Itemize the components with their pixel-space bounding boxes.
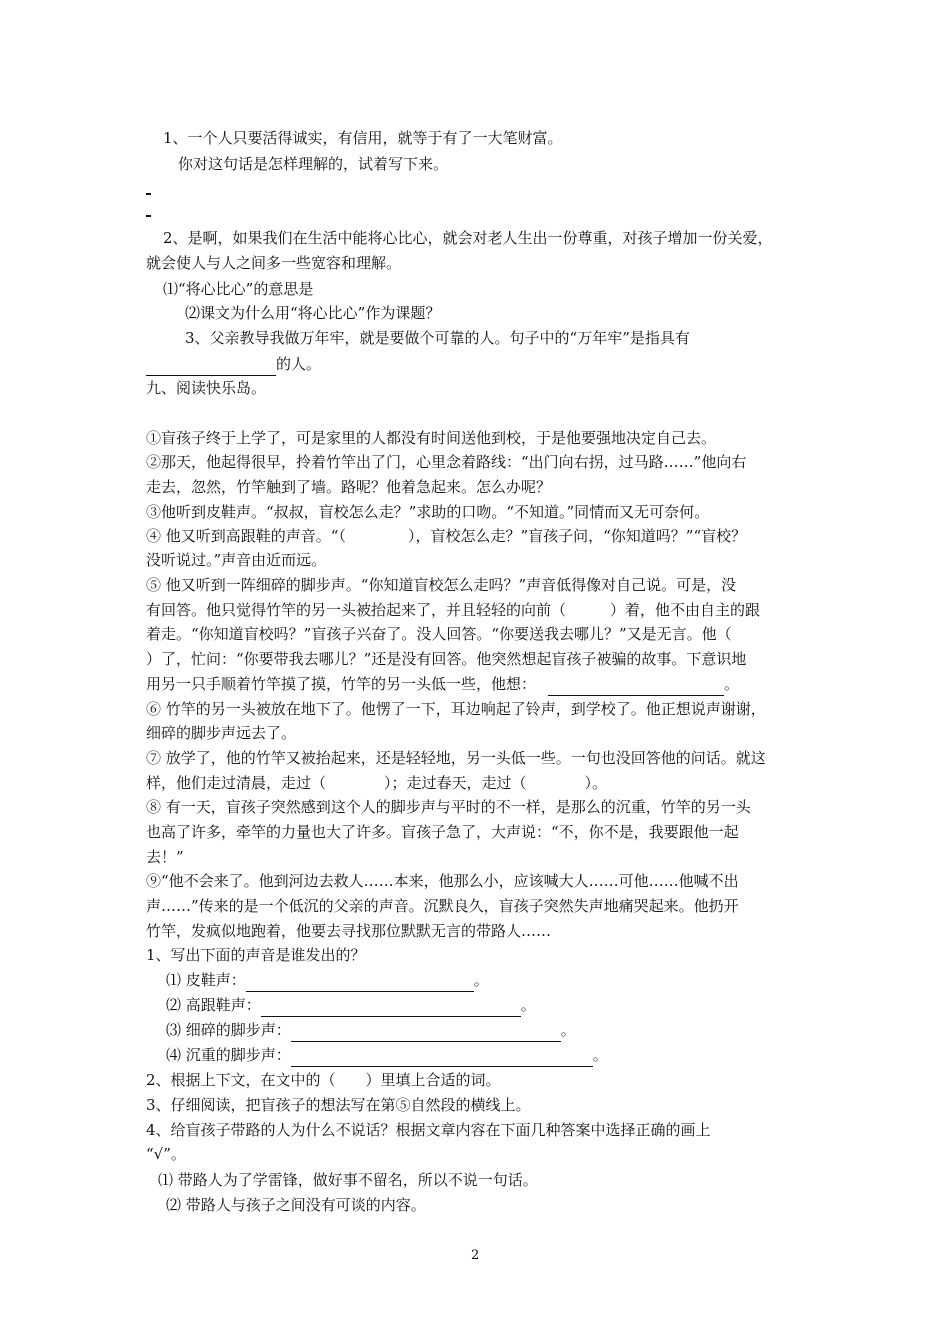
- passage-paragraph-6-line1: ⑥ 竹竿的另一头被放在地下了。他愣了一下，耳边响起了铃声，到学校了。他正想说声谢谢，: [146, 700, 766, 718]
- passage-paragraph-5-line3: 着走。“你知道盲校吗？”盲孩子兴奋了。没人回答。“你要送我去哪儿？”又是无言。他（: [146, 625, 732, 643]
- question-1-item-2: ⑵ 高跟鞋声： 。: [166, 993, 536, 1017]
- passage-paragraph-3: ③他听到皮鞋声。“叔叔，盲校怎么走？”求助的口吻。“不知道。”同情而又无可奈何。: [146, 503, 710, 521]
- q2-sub2: ⑵课文为什么用“将心比心”作为课题？: [185, 304, 441, 322]
- q3-line1: 3、父亲教导我做万年牢，就是要做个可靠的人。句子中的“万年牢”是指具有: [185, 329, 690, 347]
- question-4-option-2: ⑵ 带路人与孩子之间没有可谈的内容。: [166, 1196, 426, 1214]
- answer-line-marker: [146, 215, 151, 217]
- answer-blank[interactable]: [146, 359, 276, 376]
- answer-line-marker: [146, 193, 151, 195]
- p7-part2: ）；走过春天，走过（: [384, 774, 527, 792]
- passage-paragraph-2-line2: 走去，忽然，竹竿触到了墙。路呢？他着急起来。怎么办呢？: [146, 478, 552, 496]
- section-title: 九、阅读快乐岛。: [146, 379, 267, 397]
- q2-sub1: ⑴“将心比心”的意思是: [163, 280, 314, 298]
- page-number: 2: [471, 1248, 480, 1263]
- q2-line1: 2、是啊，如果我们在生活中能将心比心，就会对老人生出一份尊重，对孩子增加一份关爱，: [163, 229, 773, 247]
- passage-paragraph-8-line2: 也高了许多，牵竿的力量也大了许多。盲孩子急了，大声说：“不，你不是，我要跟他一起: [146, 823, 739, 841]
- passage-paragraph-4-line2: 没听说过。”声音由近而远。: [146, 551, 327, 569]
- passage-paragraph-1: ①盲孩子终于上学了，可是家里的人都没有时间送他到校，于是他要强地决定自己去。: [146, 429, 717, 447]
- question-1: 1、写出下面的声音是谁发出的？: [146, 946, 366, 964]
- passage-paragraph-9-line1: ⑨“他不会来了。他到河边去救人……本来，他那么小，应该喊大人……可他……他喊不出: [146, 872, 739, 890]
- answer-blank[interactable]: [261, 1000, 521, 1017]
- answer-blank[interactable]: [291, 1025, 561, 1042]
- passage-paragraph-4-line1: [146, 524, 746, 548]
- passage-paragraph-5-line5: [146, 672, 739, 696]
- p5-part1: 有回答。他只觉得竹竿的另一头被抬起来了，并且轻轻的向前（: [146, 601, 567, 619]
- p7-part1: 样，他们走过清晨，走过（: [146, 774, 327, 792]
- p5-part2: ）着，他不由自主的跟: [610, 601, 761, 619]
- passage-paragraph-5-line1: ⑤ 他又听到一阵细碎的脚步声。“你知道盲校怎么走吗？”声音低得像对自己说。可是，没: [146, 576, 737, 594]
- passage-paragraph-6-line2: 细碎的脚步声远去了。: [146, 724, 297, 742]
- question-4-line1: 4、给盲孩子带路的人为什么不说话？根据文章内容在下面几种答案中选择正确的画上: [146, 1121, 711, 1139]
- p7-part3: ）。: [584, 774, 608, 792]
- passage-paragraph-2-line1: ②那天，他起得很早，拎着竹竿出了门，心里念着路线：“出门向右拐，过马路……”他向右: [146, 453, 747, 471]
- question-2: 2、根据上下文，在文中的（ ）里填上合适的词。: [146, 1071, 501, 1089]
- question-3: 3、仔细阅读，把盲孩子的想法写在第⑤自然段的横线上。: [146, 1096, 531, 1114]
- passage-paragraph-8-line1: ⑧ 有一天，盲孩子突然感到这个人的脚步声与平时的不一样，是那么的沉重，竹竿的另一头: [146, 798, 751, 816]
- passage-paragraph-7-line2: [146, 771, 607, 795]
- passage-paragraph-5-line4: ）了，忙问：“你要带我去哪儿？”还是没有回答。他突然想起盲孩子被骗的故事。下意识地: [146, 650, 747, 668]
- answer-blank[interactable]: [291, 1050, 593, 1067]
- question-1-item-3: ⑶ 细碎的脚步声： 。: [166, 1018, 576, 1042]
- q2-line2: 就会使人与人之间多一些宽容和理解。: [146, 254, 402, 272]
- q3-line2: [146, 352, 321, 376]
- p5-end: 。: [724, 675, 740, 693]
- answer-blank[interactable]: [548, 679, 724, 696]
- q3-line2-suffix: 的人。: [276, 355, 322, 373]
- question-1-item-4: ⑷ 沉重的脚步声： 。: [166, 1043, 608, 1067]
- passage-paragraph-5-line2: [146, 598, 760, 622]
- question-4-line2: “√”。: [146, 1145, 186, 1163]
- passage-paragraph-8-line3: 去！”: [146, 848, 184, 866]
- passage-paragraph-9-line2: 声……”传来的是一个低沉的父亲的声音。沉默良久，盲孩子突然失声地痛哭起来。他扔开: [146, 897, 739, 915]
- p4-part1: ④ 他又听到高跟鞋的声音。“（: [146, 527, 346, 545]
- q1-statement: 1、一个人只要活得诚实，有信用，就等于有了一大笔财富。: [163, 129, 563, 147]
- passage-paragraph-7-line1: ⑦ 放学了，他的竹竿又被抬起来，还是轻轻地，另一头低一些。一句也没回答他的问话。就这: [146, 749, 766, 767]
- question-4-option-1: ⑴ 带路人为了学雷锋，做好事不留名，所以不说一句话。: [158, 1171, 538, 1189]
- question-1-item-1: ⑴ 皮鞋声： 。: [166, 968, 489, 992]
- answer-blank[interactable]: [246, 975, 474, 992]
- p4-part2: ），盲校怎么走？”盲孩子问，“你知道吗？”“盲校？: [407, 527, 747, 545]
- p5-part3: 用另一只手顺着竹竿摸了摸，竹竿的另一头低一些，他想：: [146, 675, 537, 693]
- passage-paragraph-9-line3: 竹竿，发疯似地跑着，他要去寻找那位默默无言的带路人……: [146, 922, 552, 940]
- q1-prompt: 你对这句话是怎样理解的，试着写下来。: [178, 155, 449, 173]
